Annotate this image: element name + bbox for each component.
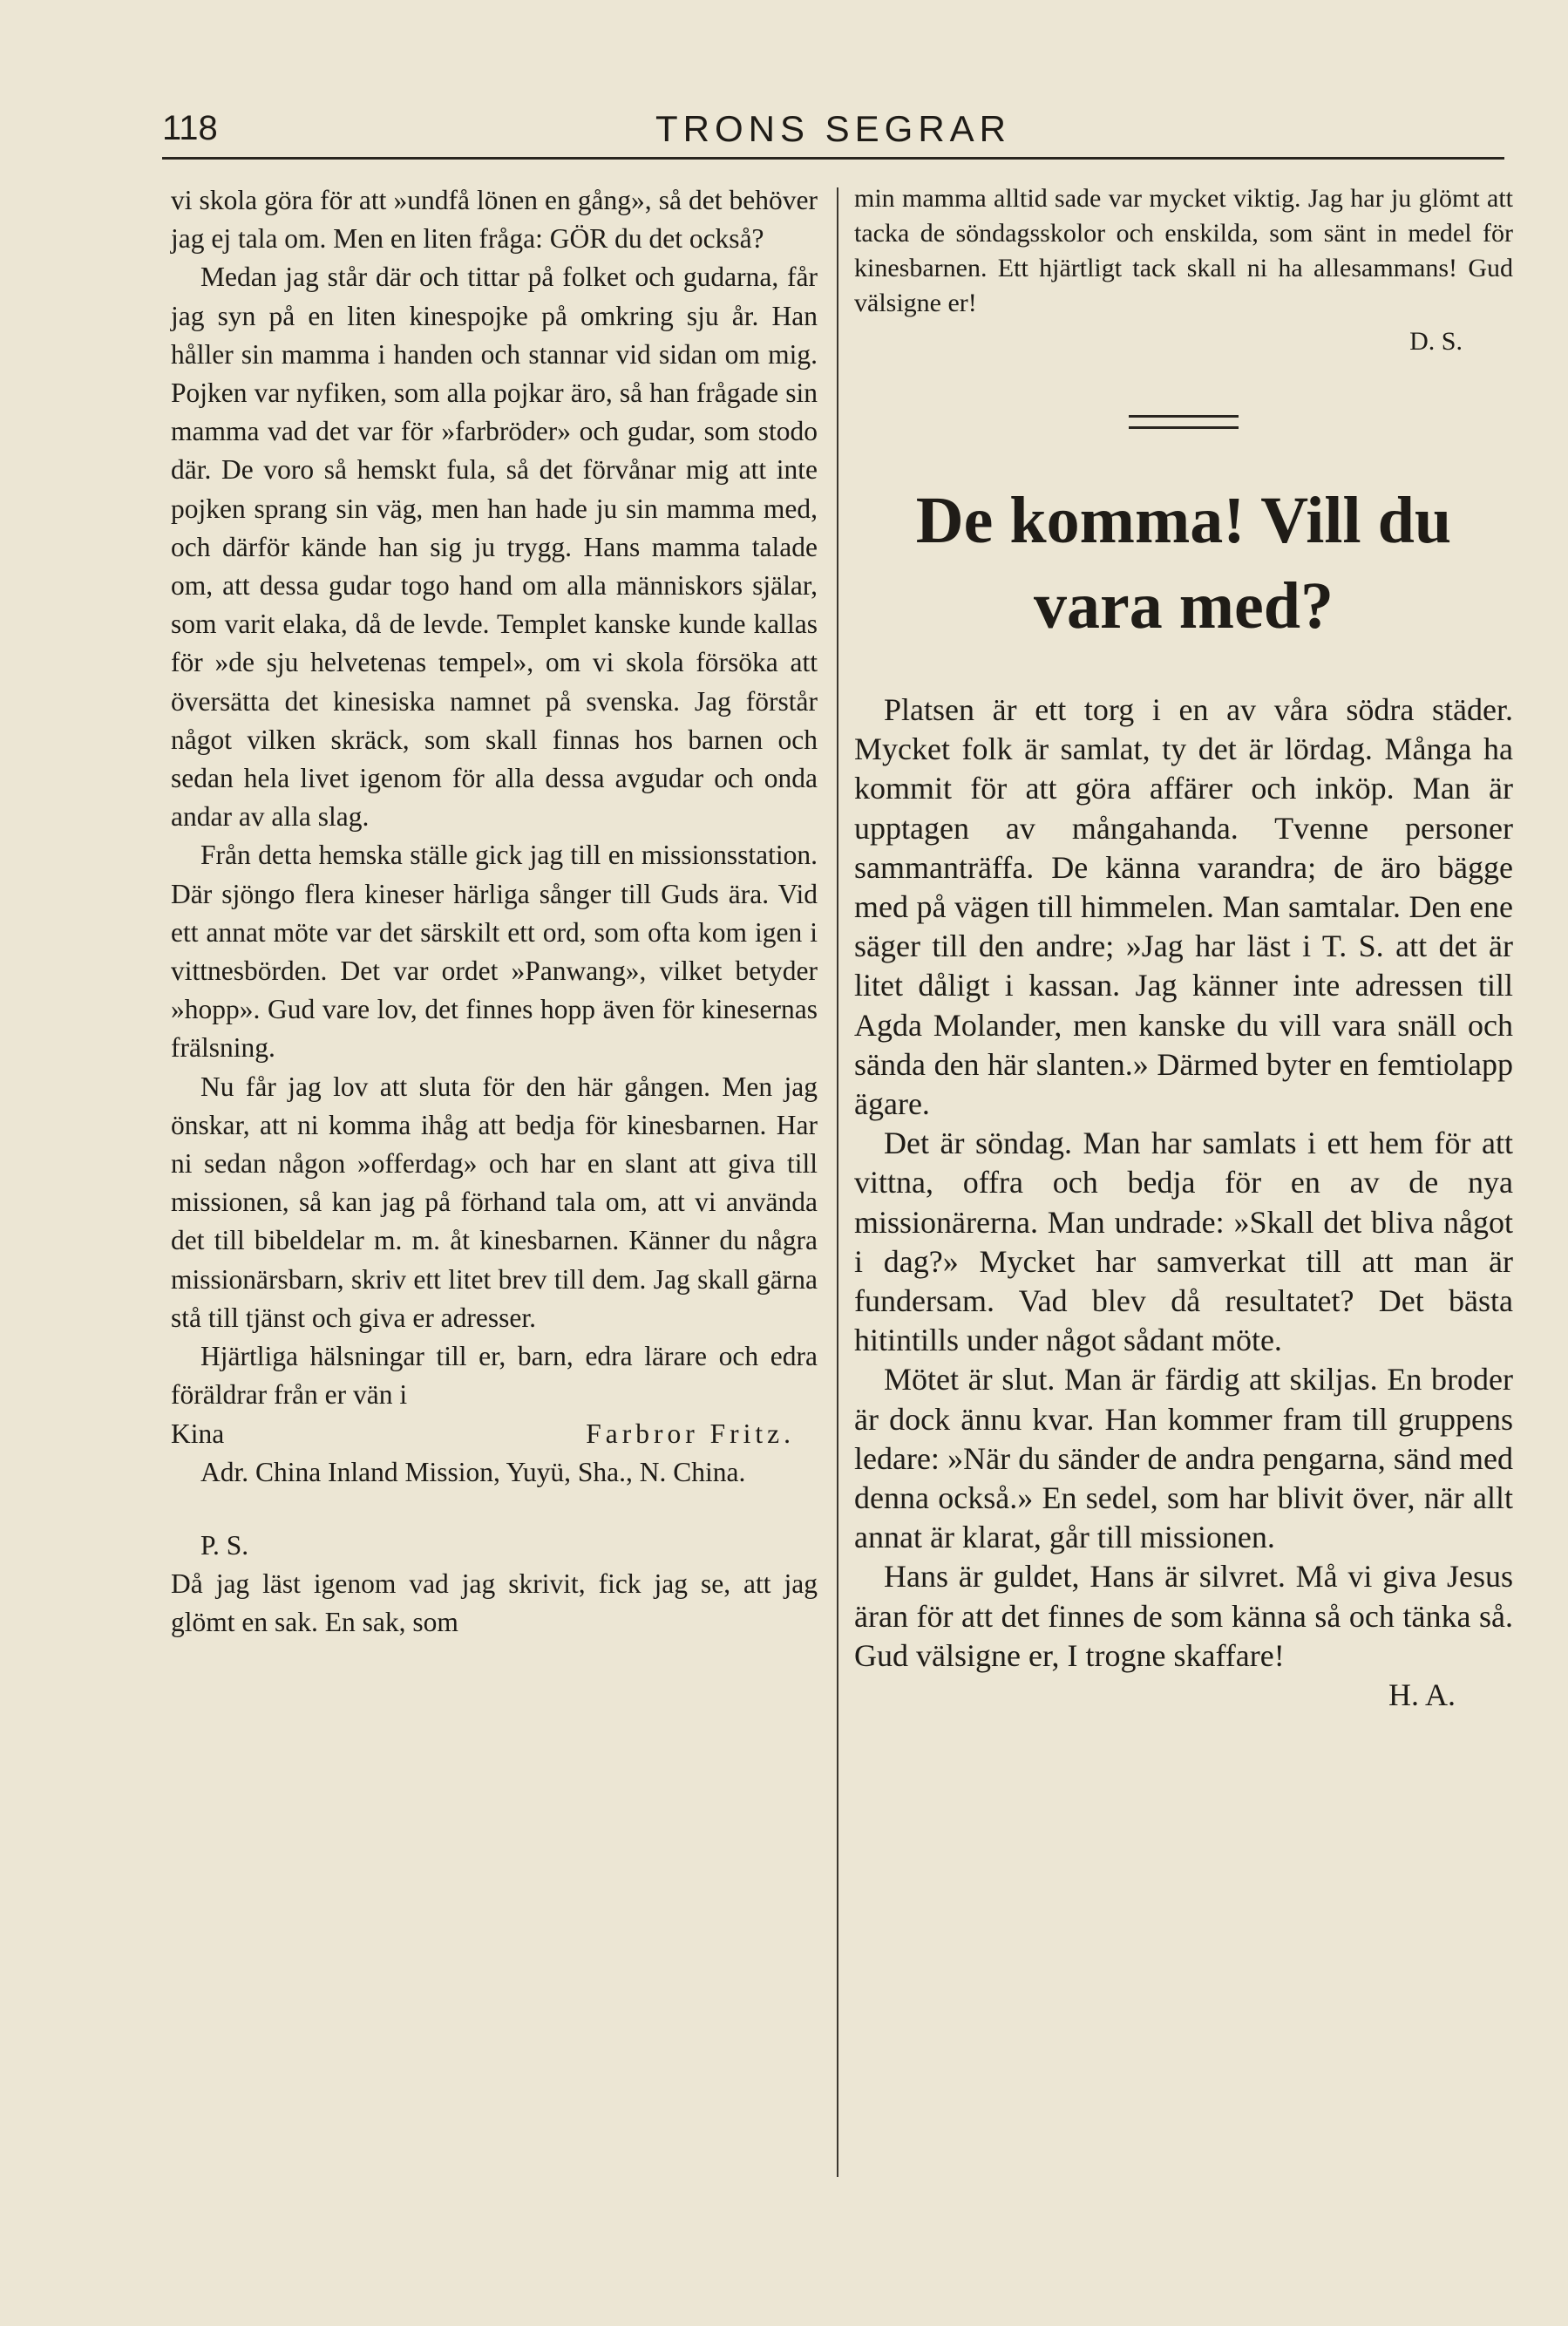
paragraph: Medan jag står där och tittar på folket och gudarna, får jag syn på en liten kinespojke på omkring sju år. Han håller sin mamma i handen och stannar vid sidan om mig. Pojken var nyfiken, som alla pojkar äro, så han frågade sin mamma vad det var för »farbröder» och gudar, som stodo där. De voro så hemskt fula, så det förvånar mig att inte pojken sprang sin väg, men han hade ju sin mamma med, och därför kände han sig ju trygg. Hans mamma talade om, att dessa gudar togo hand om alla människors själar, som varit elaka, då de levde. Templet kanske kunde kallas för »de sju helvetenas tempel», om vi skola försöka att översätta det kinesiska namnet på svenska. Jag förstår något vilken skräck, som skall finnas hos barnen och sedan hela livet igenom för alla dessa avgudar och onda andar av alla slag. — [171, 262, 818, 833]
paragraph: Det är söndag. Man har samlats i ett hem för att vittna, offra och bedja för en av de nya missionärerna. Man undrade: »Skall det bliva något i dag?» Mycket har samverkat till att man är fundersam. Vad blev då resultatet? Det bästa hitintills under något sådant möte. — [854, 1126, 1513, 1358]
paragraph: Nu får jag lov att sluta för den här gången. Men jag önskar, att ni komma ihåg att bedja för kinesbarnen. Har ni sedan någon »offerdag» och har en slant att giva till missionen, så kan jag på förhand tala om, att vi använda det till bibeldelar m. m. åt kinesbarnen. Känner du några missionärsbarn, skriv ett litet brev till dem. Jag skall gärna stå till tjänst och giva er adresser. — [171, 1071, 818, 1333]
paragraph: Hjärtliga hälsningar till er, barn, edra lärare och edra föräldrar från er vän i — [171, 1341, 818, 1411]
paragraph: Från detta hemska ställe gick jag till en missionsstation. Där sjöngo flera kineser härliga sånger till Guds ära. Vid ett annat möte var det särskilt ett ord, som ofta kom igen i vittnesbörden. Det var ordet »Panwang», vilket betyder »hopp». Gud vare lov, det finnes hopp även för kinesernas frälsning. — [171, 840, 818, 1064]
article-title: De komma! Vill du vara med? — [915, 484, 1452, 643]
ps-text: Då jag läst igenom vad jag skrivit, fick jag se, att jag glömt en sak. En sak, som — [171, 1568, 818, 1638]
continuation-text: min mamma alltid sade var mycket viktig. Jag har ju glömt att tacka de söndagsskolor och enskilda, som sänt in medel för kinesbarnen. Ett hjärtligt tack skall ni ha allesammans! Gud välsigne er! — [854, 184, 1513, 317]
running-title: TRONS SEGRAR — [655, 108, 1012, 149]
right-column — [854, 181, 1513, 1715]
continuation-signature: D. S. — [1409, 327, 1463, 356]
address: Adr. China Inland Mission, Yuyü, Sha., N. China. — [200, 1456, 746, 1487]
page-number: 118 — [162, 109, 218, 147]
article-body — [854, 690, 1513, 1715]
paragraph: Platsen är ett torg i en av våra södra städer. Mycket folk är samlat, ty det är lördag. Många ha kommit för att göra affärer och inköp. Man är upptagen av mångahanda. Tvenne personer sammanträffa. De känna varandra; de äro bägge med på vägen till himmelen. Man samtalar. Den ene säger till den andre; »Jag har läst i T. S. att det är litet dåligt i kassan. Jag känner inte adressen till Agda Molander, men kanske du vill vara snäll och sända den här slanten.» Därmed byter en femtiolapp ägare. — [854, 692, 1513, 1122]
paragraph: vi skola göra för att »undfå lönen en gång», så det behöver jag ej tala om. Men en liten fråga: GÖR du det också? — [171, 185, 818, 255]
left-column — [171, 181, 818, 1642]
signature-place: Kina — [171, 1418, 225, 1449]
page-header — [162, 103, 1504, 160]
signature-name: Farbror Fritz. — [586, 1418, 795, 1449]
ps-label: P. S. — [200, 1529, 249, 1561]
column-divider — [837, 187, 838, 2177]
paragraph: Mötet är slut. Man är färdig att skiljas. En broder är dock ännu kvar. Han kommer fram till gruppens ledare: »När du sänder de andra pengarna, sänd med denna också.» En sedel, som har blivit över, när allt annat är klarat, går till missionen. — [854, 1362, 1513, 1555]
section-rule — [1129, 415, 1239, 429]
letter-signature — [171, 1415, 818, 1453]
article-signature: H. A. — [1388, 1677, 1456, 1713]
paragraph: Hans är guldet, Hans är silvret. Må vi giva Jesus äran för att det finnes de som känna så och tänka så. Gud välsigne er, I trogne skaffare! — [854, 1559, 1513, 1673]
